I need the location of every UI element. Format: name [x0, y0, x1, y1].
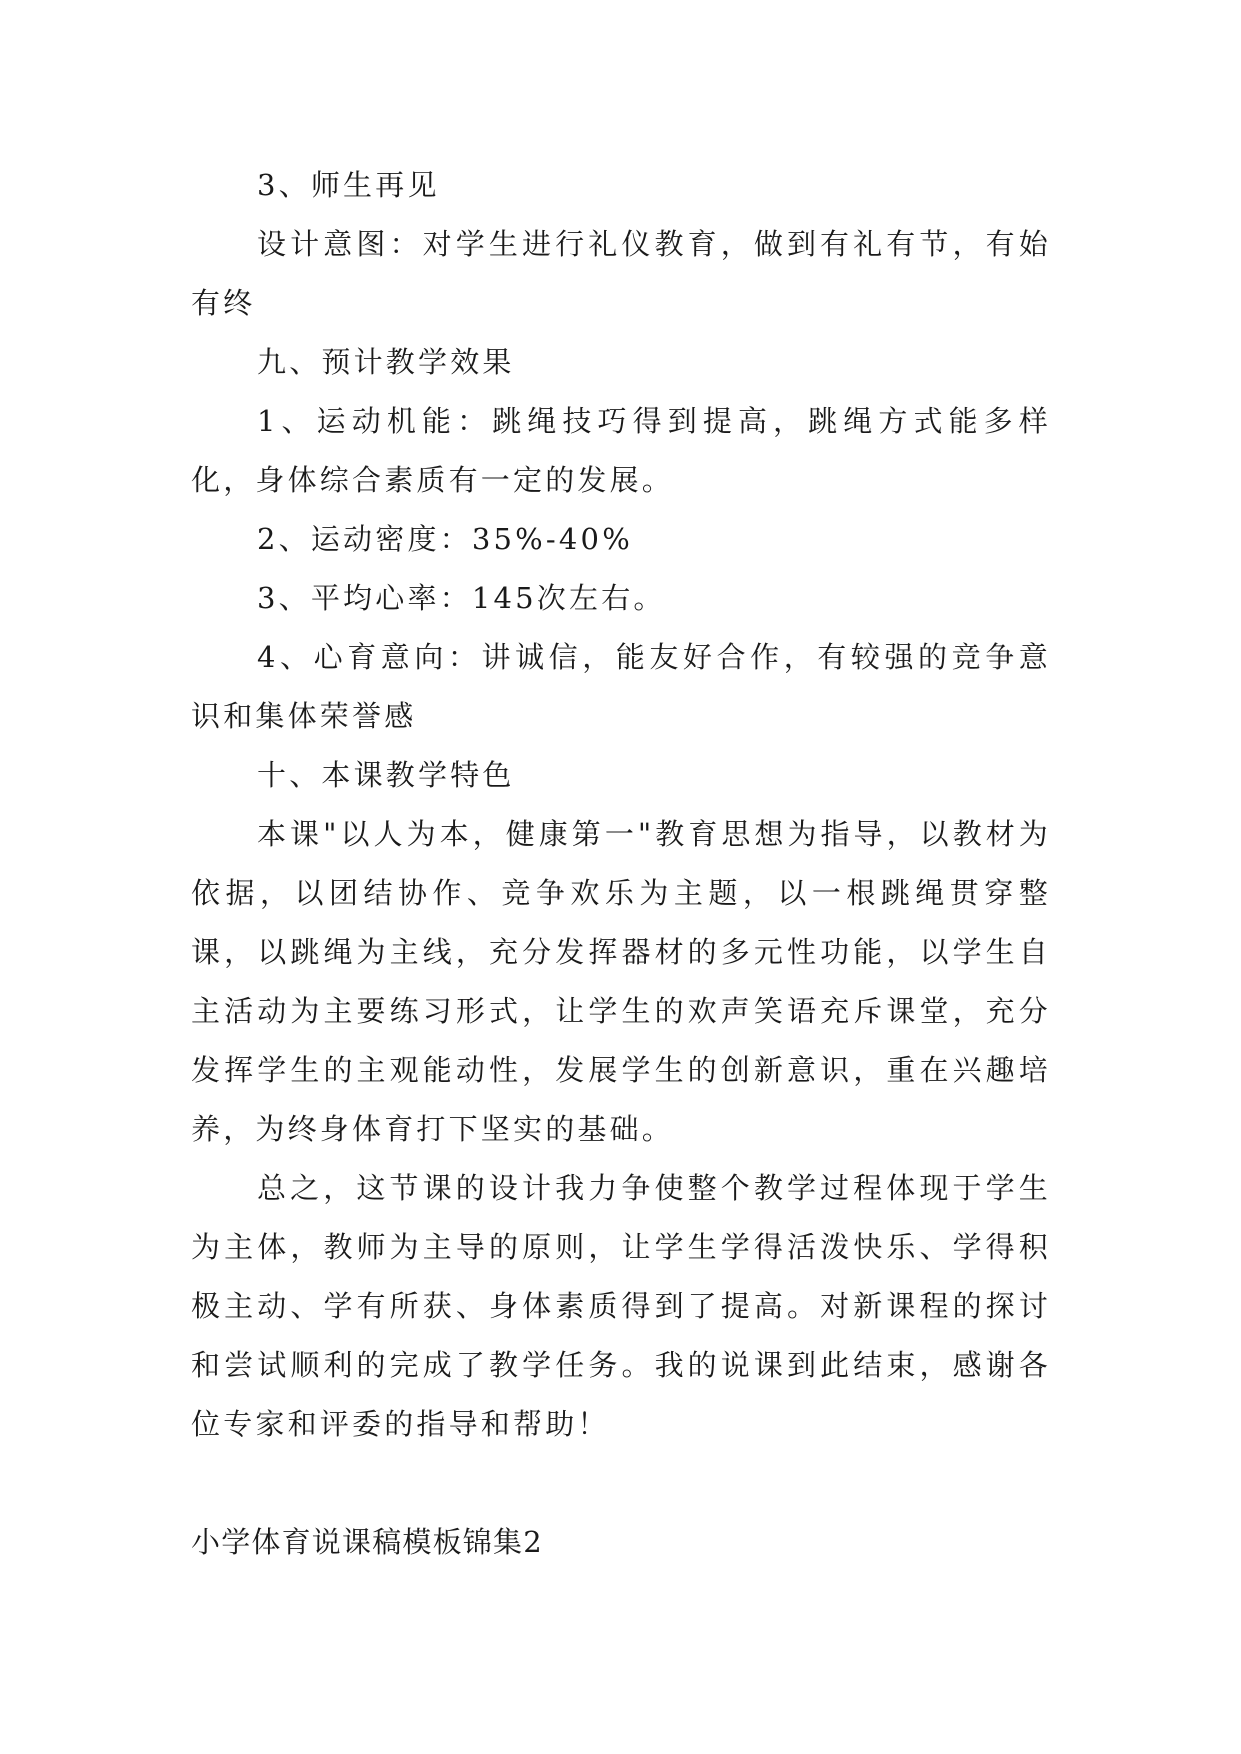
paragraph-farewell: 3、师生再见	[257, 168, 440, 202]
paragraph-mental-education: 4、心育意向：讲诚信，能友好合作，有较强的竞争意识和集体荣誉感	[191, 640, 1051, 733]
section-gap	[191, 1454, 1051, 1513]
section-title: 小学体育说课稿模板锦集2	[191, 1525, 543, 1559]
document-body	[191, 156, 1051, 1572]
paragraph-course-features: 本课"以人为本，健康第一"教育思想为指导，以教材为依据，以团结协作、竞争欢乐为主题，以一根跳绳贯穿整课，以跳绳为主线，充分发挥器材的多元性功能，以学生自主活动为主要练习形式，让学生的欢声笑语充斥课堂，充分发挥学生的主观能动性，发展学生的创新意识，重在兴趣培养，为终身体育打下坚实的基础。	[191, 817, 1051, 1146]
paragraph-motor-function: 1、运动机能：跳绳技巧得到提高，跳绳方式能多样化，身体综合素质有一定的发展。	[191, 404, 1051, 497]
paragraph-heart-rate: 3、平均心率：145次左右。	[257, 581, 666, 615]
paragraph-conclusion: 总之，这节课的设计我力争使整个教学过程体现于学生为主体，教师为主导的原则，让学生学得活泼快乐、学得积极主动、学有所获、身体素质得到了提高。对新课程的探讨和尝试顺利的完成了教学任务。我的说课到此结束，感谢各位专家和评委的指导和帮助！	[191, 1171, 1051, 1441]
heading-expected-effect: 九、预计教学效果	[257, 345, 515, 379]
paragraph-design-intent: 设计意图：对学生进行礼仪教育，做到有礼有节，有始有终	[191, 227, 1051, 320]
paragraph-exercise-density: 2、运动密度：35%-40%	[257, 522, 633, 556]
heading-course-features: 十、本课教学特色	[257, 758, 515, 792]
